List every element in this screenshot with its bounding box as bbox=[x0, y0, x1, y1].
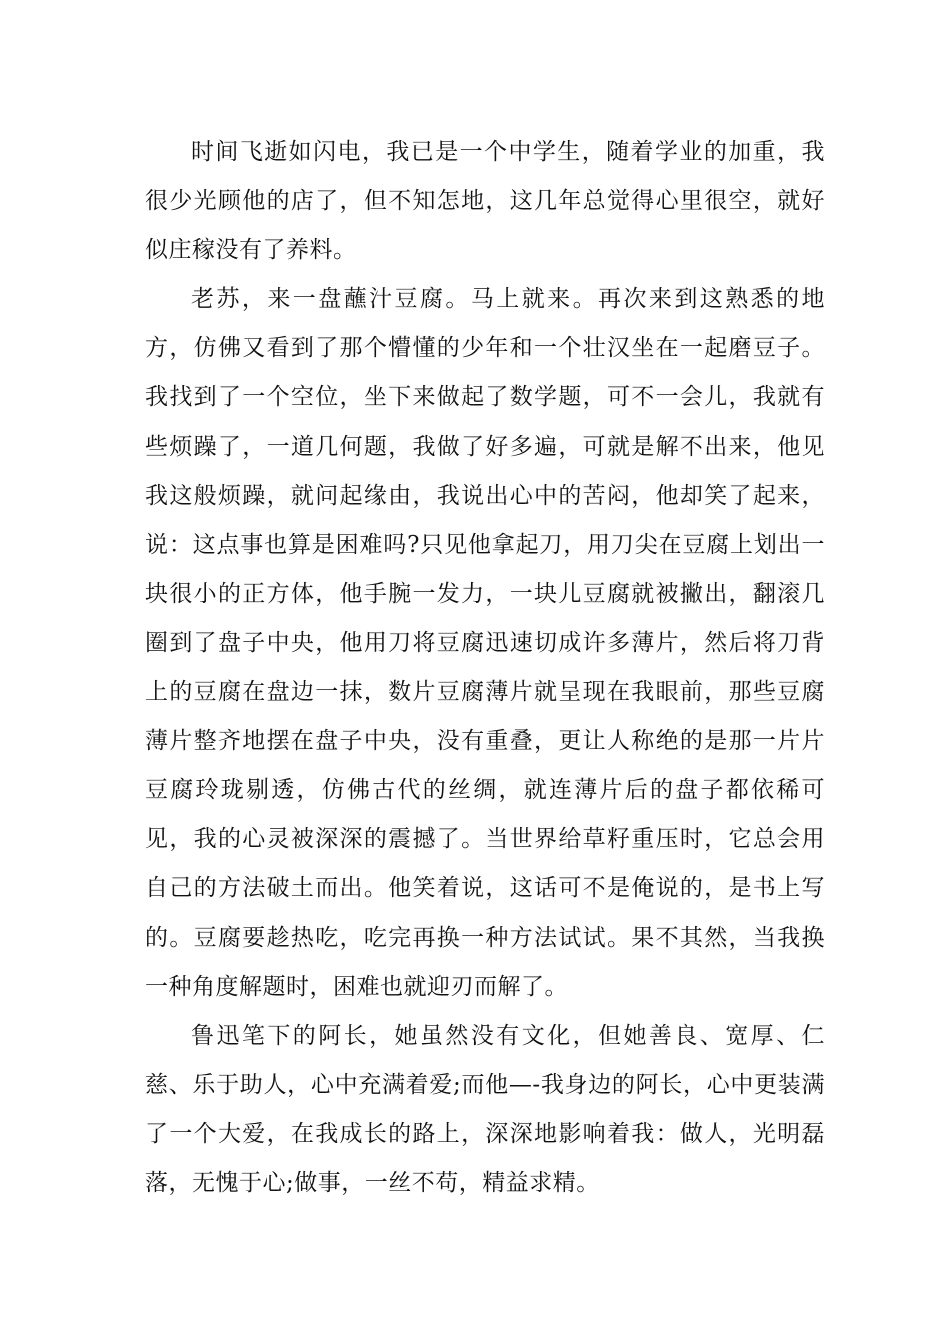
paragraph-2: 老苏，来一盘蘸汁豆腐。马上就来。再次来到这熟悉的地方，仿佛又看到了那个懵懂的少年和一个壮汉坐在一起磨豆子。我找到了一个空位，坐下来做起了数学题，可不一会儿，我就有些烦躁了，一道几何题，我做了好多遍，可就是解不出来，他见我这般烦躁，就问起缘由，我说出心中的苦闷，他却笑了起来，说：这点事也算是困难吗?只见他拿起刀，用刀尖在豆腐上划出一块很小的正方体，他手腕一发力，一块儿豆腐就被撇出，翻滚几圈到了盘子中央，他用刀将豆腐迅速切成许多薄片，然后将刀背上的豆腐在盘边一抹，数片豆腐薄片就呈现在我眼前，那些豆腐薄片整齐地摆在盘子中央，没有重叠，更让人称绝的是那一片片豆腐玲珑剔透，仿佛古代的丝绸，就连薄片后的盘子都依稀可见，我的心灵被深深的震撼了。当世界给草籽重压时，它总会用自己的方法破土而出。他笑着说，这话可不是俺说的，是书上写的。豆腐要趁热吃，吃完再换一种方法试试。果不其然，当我换一种角度解题时，困难也就迎刃而解了。 bbox=[145, 286, 825, 1000]
document-body bbox=[145, 128, 825, 1208]
paragraph-3: 鲁迅笔下的阿长，她虽然没有文化，但她善良、宽厚、仁慈、乐于助人，心中充满着爱;而他—-我身边的阿长，心中更装满了一个大爱，在我成长的路上，深深地影响着我：做人，光明磊落，无愧于心;做事，一丝不苟，精益求精。 bbox=[145, 1022, 825, 1196]
paragraph-1: 时间飞逝如闪电，我已是一个中学生，随着学业的加重，我很少光顾他的店了，但不知怎地，这几年总觉得心里很空，就好似庄稼没有了养料。 bbox=[145, 139, 825, 264]
